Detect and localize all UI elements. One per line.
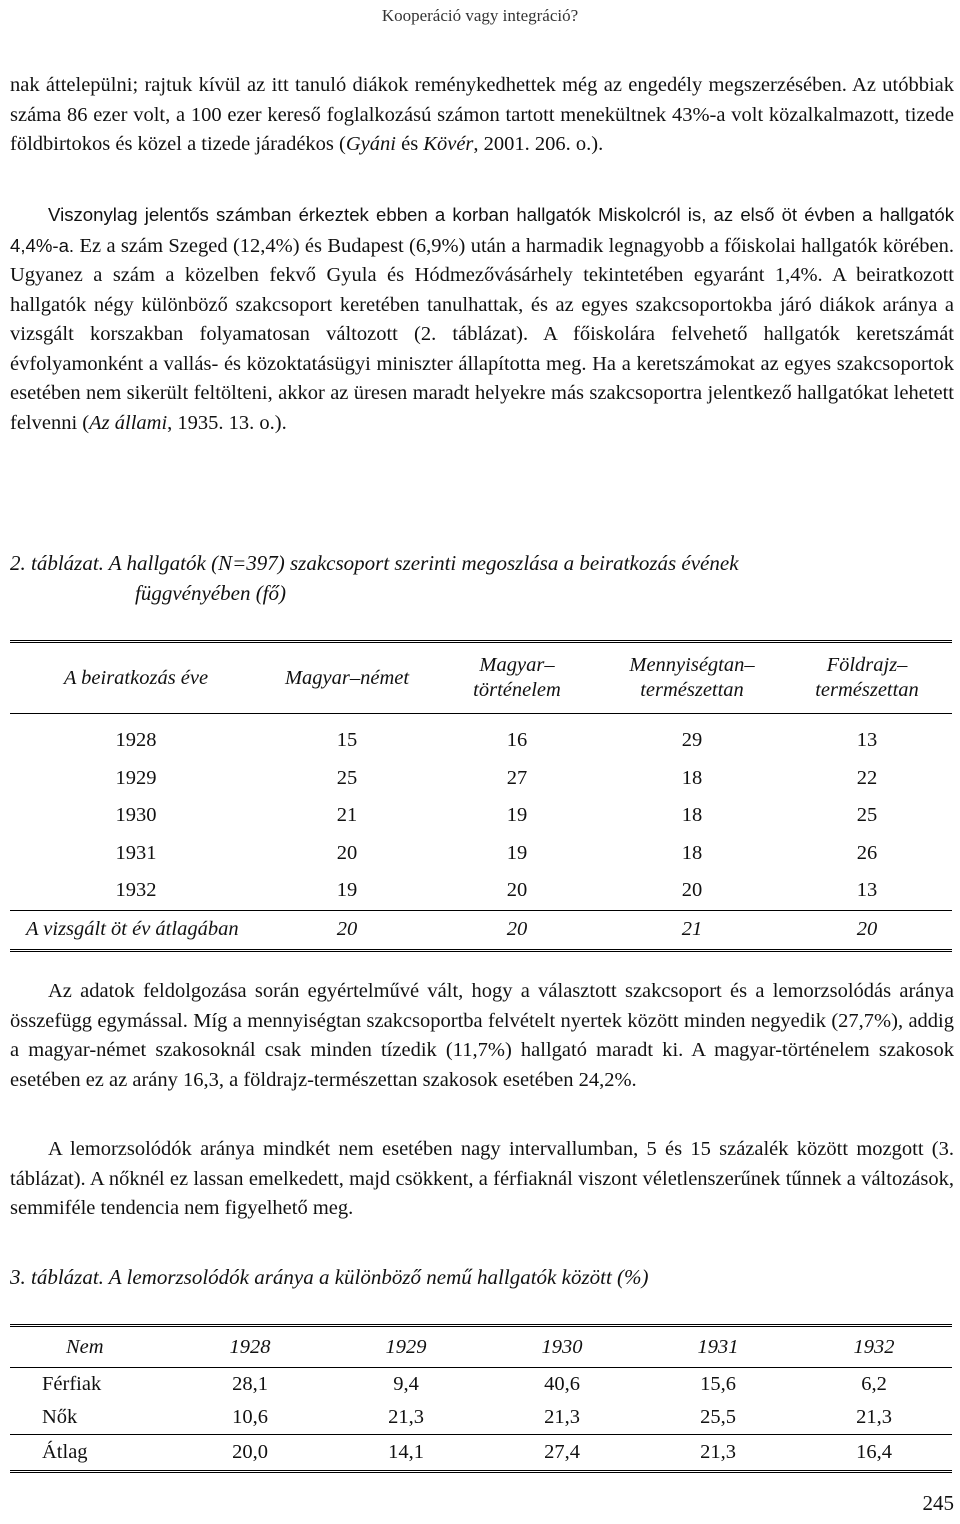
table-2-header-text: Magyar– történelem [473,654,561,701]
table-cell: 13 [856,879,878,902]
table-2-caption-line-2: függvényében (fő) [135,581,287,605]
page-number: 245 [922,1491,954,1515]
paragraph-3: Az adatok feldolgozása során egyértelművé vált, hogy a választott szakcsoport és a lemorzsolódás aránya összefügg egymással. Míg a mennyiségtan szakcsoportba felvételt nyertek között minden negyedik (27,7%), addig a magyar-német szakosoknál csak minden tízedik (11,7%) hallgató maradt ki. A magyar-történelem szakosok esetében ez az arány 16,3, a földrajz-természettan szakosok esetében 24,2%. [10,980,954,1091]
table-2-header-row [10,642,952,714]
table-row [10,714,952,760]
table-2-header-text: Mennyiségtan– természettan [629,654,755,701]
table-3-header-row [10,1326,952,1368]
table-cell: 25,5 [700,1406,736,1428]
table-cell: 20,0 [172,1435,328,1472]
table-cell: 27 [506,766,528,789]
table-cell: 1928 [115,729,157,752]
citation-author-1: Gyáni [345,133,396,155]
table-cell: 9,4 [393,1373,419,1395]
table-2-header [602,642,782,714]
table-3-header: 1931 [640,1326,796,1368]
table-cell: 6,2 [861,1373,887,1395]
table-cell: 1932 [115,879,157,902]
running-head: Kooperáció vagy integráció? [381,6,579,25]
paragraph-2 [10,200,954,438]
table-cell: 1930 [115,804,157,827]
table-3-header: 1929 [328,1326,484,1368]
table-3-header: 1930 [484,1326,640,1368]
table-row [10,797,952,835]
table-row [10,835,952,873]
table-cell: 20 [432,910,602,950]
table-cell: 16,4 [796,1435,952,1472]
table-row [10,1368,952,1402]
table-2-header-text: Földrajz– természettan [815,654,919,701]
table-row [10,1401,952,1435]
table-cell: 29 [681,729,703,752]
table-average-row [10,1435,952,1472]
paragraph-4: A lemorzsolódók aránya mindkét nem esetében nagy intervallumban, 5 és 15 százalék között mozgott (3. táblázat). A nőknél ez lassan emelkedett, majd csökkent, a férfiaknál viszont véletlenszerűnek tűnnek a változások, semmiféle tendencia nem figyelhető meg. [10,1138,954,1219]
table-cell: 28,1 [232,1373,268,1395]
table-2-header: A beiratkozás éve [10,642,262,714]
table-2 [10,640,952,952]
table-cell: Férfiak [42,1373,102,1395]
paragraph-1-text: nak áttelepülni; rajtuk kívül az itt tanuló diákok reménykedhettek még az engedély megszerzésében. Az utóbbiak száma 86 ezer volt, a 100 ezer kereső foglalkozású számon tartott menekültnek 43%-a volt közalkalmazott, tizede földbirtokos és közel a tizede járadékos ( [10,74,954,155]
table-cell: 25 [856,804,878,827]
table-2-header: Magyar–német [262,642,432,714]
table-cell: 22 [856,766,878,789]
table-cell: 19 [506,841,528,864]
table-cell: 20 [782,910,952,950]
paragraph-1-text-3: , 2001. 206. o.). [473,133,604,155]
table-cell: 21 [602,910,782,950]
table-cell: 20 [262,910,432,950]
table-3 [10,1324,952,1473]
table-cell: 21 [336,804,358,827]
table-average-row [10,910,952,950]
table-cell: 18 [681,766,703,789]
table-cell: Nők [42,1406,78,1428]
table-row [10,760,952,798]
table-cell: 21,3 [544,1406,580,1428]
table-cell: A vizsgált öt év átlagában [10,910,262,950]
paragraph-1 [10,71,954,160]
table-cell: 19 [506,804,528,827]
table-cell: 21,3 [388,1406,424,1428]
table-cell: 10,6 [232,1406,268,1428]
table-cell: 40,6 [544,1373,580,1395]
table-cell: 18 [681,804,703,827]
table-cell: 19 [336,879,358,902]
table-cell: 1929 [115,766,157,789]
table-cell: Átlag [10,1435,172,1472]
table-2-caption [10,548,954,608]
table-2-header [432,642,602,714]
paragraph-2-text-3: , 1935. 13. o.). [167,411,287,434]
paragraph-2-text-2: A beiratkozott hallgatók négy különböző szakcsoport keretében tanulhattak, és az egyes szakcsoportokba járó diákok aránya a vizsgált korszakban folyamatosan változott (2. táblázat). A főiskolára felvehető hallgatók keretszámát évfolyamonként a vallás- és közoktatásügyi miniszter állapította meg. Ha a keretszámokat az egyes szakcsoportok esetében nem sikerült feltölteni, akkor az üresen maradt helyekre más szakcsoportra jelentkező hallgatókat lehetett felvenni ( [10,264,954,434]
table-cell: 14,1 [328,1435,484,1472]
table-cell: 21,3 [856,1406,892,1428]
table-row [10,872,952,910]
table-cell: 1931 [115,841,157,864]
table-cell: 27,4 [484,1435,640,1472]
table-cell: 20 [336,841,358,864]
table-cell: 25 [336,766,358,789]
paragraph-1-text-2: és [395,133,424,155]
citation-source: Az állami [89,411,168,434]
table-cell: 15 [336,729,358,752]
paragraph-2-text: Ez a szám Szeged (12,4%) és Budapest (6,9%) után a harmadik legnagyobb a főiskolai hallgatók körében. Ugyanez a szám a közelben fekvő Gyula és Hódmezővásárhely tekintetében egyaránt 1,4%. [10,234,954,286]
table-2-header [782,642,952,714]
table-2-caption-line-1: A hallgatók (N=397) szakcsoport szerinti megoszlása a beiratkozás évének [103,551,739,575]
paragraph-2-sans-text: Viszonylag jelentős számban érkeztek ebben a korban hallgatók Miskolcról is, az első öt évben a hallgatók 4,4%-a. [10,204,954,256]
table-cell: 26 [856,841,878,864]
table-cell: 20 [506,879,528,902]
table-3-header: Nem [10,1326,172,1368]
table-2-caption-label: 2. táblázat. [10,551,104,575]
table-3-header: 1932 [796,1326,952,1368]
table-cell: 20 [681,879,703,902]
table-cell: 21,3 [640,1435,796,1472]
table-cell: 18 [681,841,703,864]
citation-author-2: Kövér [423,133,474,155]
table-cell: 15,6 [700,1373,736,1395]
table-3-caption: 3. táblázat. A lemorzsolódók aránya a különböző nemű hallgatók között (%) [10,1265,649,1289]
table-cell: 16 [506,729,528,752]
table-3-header: 1928 [172,1326,328,1368]
table-cell: 13 [856,729,878,752]
